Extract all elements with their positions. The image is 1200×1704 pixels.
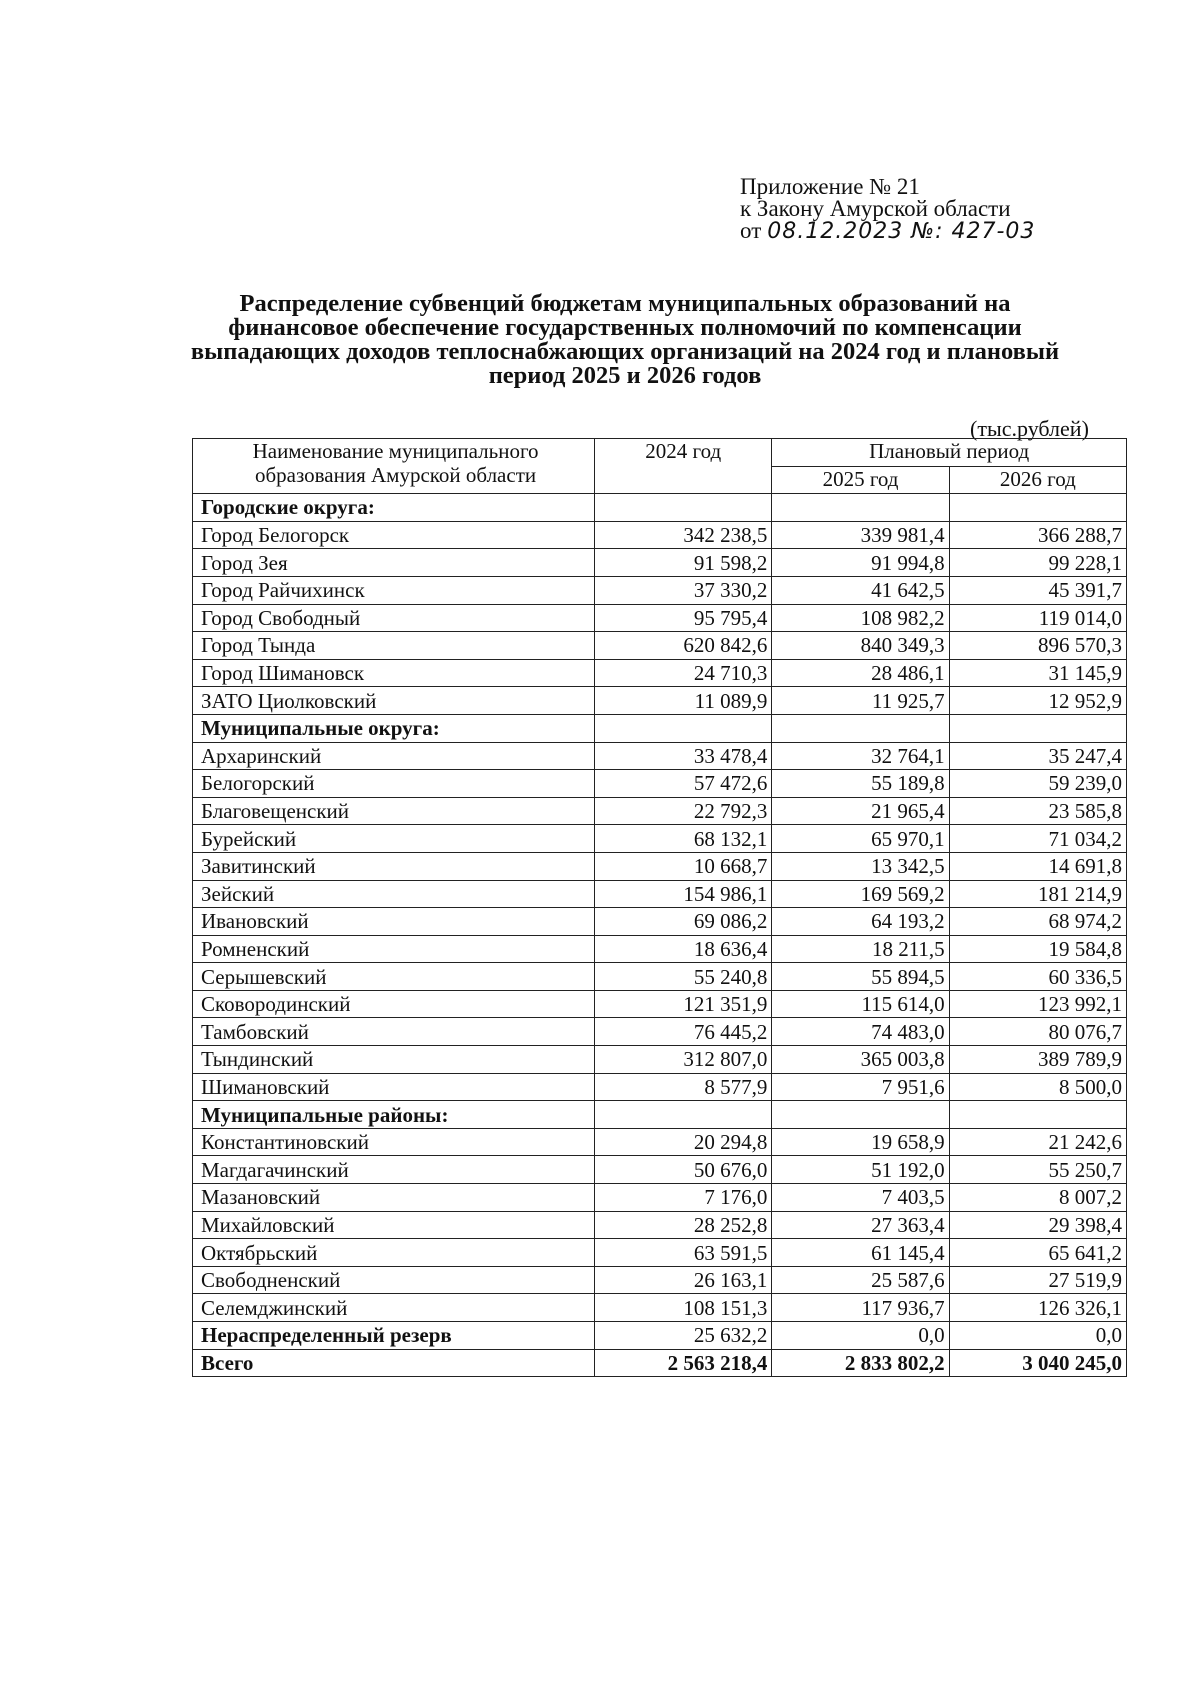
cell-2024: 8 577,9 xyxy=(595,1073,772,1101)
cell-2024: 620 842,6 xyxy=(595,632,772,660)
cell-2024: 68 132,1 xyxy=(595,825,772,853)
table-row xyxy=(193,521,1127,549)
cell-name: Белогорский xyxy=(193,770,595,798)
cell-2024: 7 176,0 xyxy=(595,1184,772,1212)
table-row xyxy=(193,1266,1127,1294)
cell-name: Серышевский xyxy=(193,963,595,991)
cell-2024: 95 795,4 xyxy=(595,604,772,632)
cell-2026: 123 992,1 xyxy=(949,990,1126,1018)
cell-2025: 11 925,7 xyxy=(772,687,949,715)
table-row xyxy=(193,549,1127,577)
table-row xyxy=(193,1156,1127,1184)
cell-2025: 55 894,5 xyxy=(772,963,949,991)
cell-2026: 23 585,8 xyxy=(949,797,1126,825)
table-row xyxy=(193,770,1127,798)
cell-2025 xyxy=(772,494,949,522)
cell-2026: 119 014,0 xyxy=(949,604,1126,632)
table-row xyxy=(193,576,1127,604)
cell-2024: 63 591,5 xyxy=(595,1239,772,1267)
table-row xyxy=(193,825,1127,853)
cell-2026 xyxy=(949,494,1126,522)
group-row xyxy=(193,1322,1127,1350)
cell-name: Магдагачинский xyxy=(193,1156,595,1184)
cell-2026: 45 391,7 xyxy=(949,576,1126,604)
cell-2026: 126 326,1 xyxy=(949,1294,1126,1322)
cell-2026: 80 076,7 xyxy=(949,1018,1126,1046)
table-row xyxy=(193,797,1127,825)
table-row xyxy=(193,1046,1127,1074)
cell-2024: 55 240,8 xyxy=(595,963,772,991)
cell-name: Константиновский xyxy=(193,1128,595,1156)
cell-name: Городские округа: xyxy=(193,494,595,522)
cell-2024 xyxy=(595,494,772,522)
cell-2025: 365 003,8 xyxy=(772,1046,949,1074)
cell-2025: 19 658,9 xyxy=(772,1128,949,1156)
cell-2026: 68 974,2 xyxy=(949,908,1126,936)
cell-2024: 108 151,3 xyxy=(595,1294,772,1322)
cell-2025: 32 764,1 xyxy=(772,742,949,770)
cell-name: Муниципальные округа: xyxy=(193,714,595,742)
cell-2026: 3 040 245,0 xyxy=(949,1349,1126,1377)
cell-2025: 27 363,4 xyxy=(772,1211,949,1239)
cell-2024: 154 986,1 xyxy=(595,880,772,908)
cell-2026: 71 034,2 xyxy=(949,825,1126,853)
cell-2025: 117 936,7 xyxy=(772,1294,949,1322)
cell-name: Тындинский xyxy=(193,1046,595,1074)
cell-2025: 7 951,6 xyxy=(772,1073,949,1101)
cell-2026: 0,0 xyxy=(949,1322,1126,1350)
cell-2024: 10 668,7 xyxy=(595,852,772,880)
cell-name: Благовещенский xyxy=(193,797,595,825)
cell-2026: 181 214,9 xyxy=(949,880,1126,908)
cell-name: Октябрьский xyxy=(193,1239,595,1267)
group-row xyxy=(193,1101,1127,1129)
cell-2025: 25 587,6 xyxy=(772,1266,949,1294)
cell-2024: 18 636,4 xyxy=(595,935,772,963)
cell-2025 xyxy=(772,714,949,742)
cell-2024: 28 252,8 xyxy=(595,1211,772,1239)
cell-name: Ивановский xyxy=(193,908,595,936)
cell-name: Мазановский xyxy=(193,1184,595,1212)
cell-2025: 115 614,0 xyxy=(772,990,949,1018)
cell-2026: 59 239,0 xyxy=(949,770,1126,798)
cell-2026: 8 500,0 xyxy=(949,1073,1126,1101)
cell-2026: 60 336,5 xyxy=(949,963,1126,991)
table-row xyxy=(193,687,1127,715)
cell-2026: 12 952,9 xyxy=(949,687,1126,715)
cell-2024: 57 472,6 xyxy=(595,770,772,798)
cell-2024: 91 598,2 xyxy=(595,549,772,577)
cell-2026: 19 584,8 xyxy=(949,935,1126,963)
table-body xyxy=(193,494,1127,1377)
table-row xyxy=(193,742,1127,770)
cell-2026: 27 519,9 xyxy=(949,1266,1126,1294)
annex-block xyxy=(740,176,1035,243)
cell-2026: 65 641,2 xyxy=(949,1239,1126,1267)
cell-name: Зейский xyxy=(193,880,595,908)
cell-2026: 14 691,8 xyxy=(949,852,1126,880)
cell-2026: 389 789,9 xyxy=(949,1046,1126,1074)
cell-2025: 13 342,5 xyxy=(772,852,949,880)
cell-2024: 312 807,0 xyxy=(595,1046,772,1074)
table-row xyxy=(193,1128,1127,1156)
units-label: (тыс.рублей) xyxy=(970,416,1089,441)
header-row-1 xyxy=(193,439,1127,467)
subsidy-table xyxy=(192,438,1127,1377)
cell-2024: 26 163,1 xyxy=(595,1266,772,1294)
cell-2026: 55 250,7 xyxy=(949,1156,1126,1184)
cell-name: Ромненский xyxy=(193,935,595,963)
header-2024: 2024 год xyxy=(595,439,772,494)
table-row xyxy=(193,604,1127,632)
cell-2026: 21 242,6 xyxy=(949,1128,1126,1156)
cell-2026: 35 247,4 xyxy=(949,742,1126,770)
group-row xyxy=(193,714,1127,742)
table-row xyxy=(193,908,1127,936)
cell-name: Архаринский xyxy=(193,742,595,770)
cell-name: Сковородинский xyxy=(193,990,595,1018)
cell-2025: 55 189,8 xyxy=(772,770,949,798)
table-row xyxy=(193,935,1127,963)
cell-2025: 61 145,4 xyxy=(772,1239,949,1267)
cell-name: Всего xyxy=(193,1349,595,1377)
cell-2025: 64 193,2 xyxy=(772,908,949,936)
cell-2024 xyxy=(595,714,772,742)
annex-law: к Закону Амурской области xyxy=(740,196,1011,221)
cell-2025: 840 349,3 xyxy=(772,632,949,660)
cell-2025: 74 483,0 xyxy=(772,1018,949,1046)
table-row xyxy=(193,1294,1127,1322)
total-row xyxy=(193,1349,1127,1377)
table-row xyxy=(193,963,1127,991)
cell-name: Город Белогорск xyxy=(193,521,595,549)
header-2025: 2025 год xyxy=(772,466,949,494)
cell-2024: 25 632,2 xyxy=(595,1322,772,1350)
cell-2026: 99 228,1 xyxy=(949,549,1126,577)
cell-2026: 366 288,7 xyxy=(949,521,1126,549)
cell-2025: 28 486,1 xyxy=(772,659,949,687)
cell-2024: 69 086,2 xyxy=(595,908,772,936)
cell-2025: 41 642,5 xyxy=(772,576,949,604)
cell-2025 xyxy=(772,1101,949,1129)
cell-name: ЗАТО Циолковский xyxy=(193,687,595,715)
table-row xyxy=(193,632,1127,660)
document-title: Распределение субвенций бюджетам муниципальных образований на финансовое обеспечение государственных полномочий по компенсации выпадающих доходов теплоснабжающих организаций на 2024 год и плановый период 2025 и 2026 годов xyxy=(190,290,1060,389)
cell-name: Селемджинский xyxy=(193,1294,595,1322)
cell-2024: 50 676,0 xyxy=(595,1156,772,1184)
cell-name: Город Свободный xyxy=(193,604,595,632)
cell-name: Город Шимановск xyxy=(193,659,595,687)
cell-2025: 65 970,1 xyxy=(772,825,949,853)
annex-handwritten-date: 08.12.2023 №: 427-03 xyxy=(767,219,1036,244)
cell-name: Свободненский xyxy=(193,1266,595,1294)
cell-2024: 20 294,8 xyxy=(595,1128,772,1156)
cell-2025: 51 192,0 xyxy=(772,1156,949,1184)
cell-name: Тамбовский xyxy=(193,1018,595,1046)
header-name: Наименование муниципального образования Амурской области xyxy=(193,439,595,494)
table-row xyxy=(193,1184,1127,1212)
annex-date-line xyxy=(740,220,1035,243)
cell-2024: 121 351,9 xyxy=(595,990,772,1018)
cell-name: Город Зея xyxy=(193,549,595,577)
table-row xyxy=(193,659,1127,687)
cell-2025: 91 994,8 xyxy=(772,549,949,577)
cell-2024 xyxy=(595,1101,772,1129)
table-row xyxy=(193,1073,1127,1101)
group-row xyxy=(193,494,1127,522)
cell-2024: 76 445,2 xyxy=(595,1018,772,1046)
cell-name: Нераспределенный резерв xyxy=(193,1322,595,1350)
cell-2026: 8 007,2 xyxy=(949,1184,1126,1212)
cell-2024: 22 792,3 xyxy=(595,797,772,825)
table-row xyxy=(193,1239,1127,1267)
cell-2025: 21 965,4 xyxy=(772,797,949,825)
annex-number: Приложение № 21 xyxy=(740,174,920,199)
table-row xyxy=(193,1018,1127,1046)
cell-name: Завитинский xyxy=(193,852,595,880)
table-row xyxy=(193,1211,1127,1239)
header-planned-period: Плановый период xyxy=(772,439,1127,467)
cell-2025: 7 403,5 xyxy=(772,1184,949,1212)
cell-2025: 169 569,2 xyxy=(772,880,949,908)
cell-name: Город Тында xyxy=(193,632,595,660)
cell-2024: 37 330,2 xyxy=(595,576,772,604)
cell-2024: 24 710,3 xyxy=(595,659,772,687)
cell-name: Шимановский xyxy=(193,1073,595,1101)
table-row xyxy=(193,990,1127,1018)
annex-date-prefix: от xyxy=(740,218,762,243)
cell-2025: 339 981,4 xyxy=(772,521,949,549)
header-2026: 2026 год xyxy=(949,466,1126,494)
cell-2025: 18 211,5 xyxy=(772,935,949,963)
cell-2025: 108 982,2 xyxy=(772,604,949,632)
cell-2025: 2 833 802,2 xyxy=(772,1349,949,1377)
cell-2026 xyxy=(949,1101,1126,1129)
cell-name: Бурейский xyxy=(193,825,595,853)
cell-2025: 0,0 xyxy=(772,1322,949,1350)
cell-2026 xyxy=(949,714,1126,742)
table-row xyxy=(193,852,1127,880)
cell-2024: 2 563 218,4 xyxy=(595,1349,772,1377)
cell-2024: 33 478,4 xyxy=(595,742,772,770)
cell-2026: 31 145,9 xyxy=(949,659,1126,687)
cell-name: Муниципальные районы: xyxy=(193,1101,595,1129)
cell-name: Михайловский xyxy=(193,1211,595,1239)
cell-2024: 11 089,9 xyxy=(595,687,772,715)
cell-name: Город Райчихинск xyxy=(193,576,595,604)
cell-2024: 342 238,5 xyxy=(595,521,772,549)
table-row xyxy=(193,880,1127,908)
cell-2026: 29 398,4 xyxy=(949,1211,1126,1239)
cell-2026: 896 570,3 xyxy=(949,632,1126,660)
